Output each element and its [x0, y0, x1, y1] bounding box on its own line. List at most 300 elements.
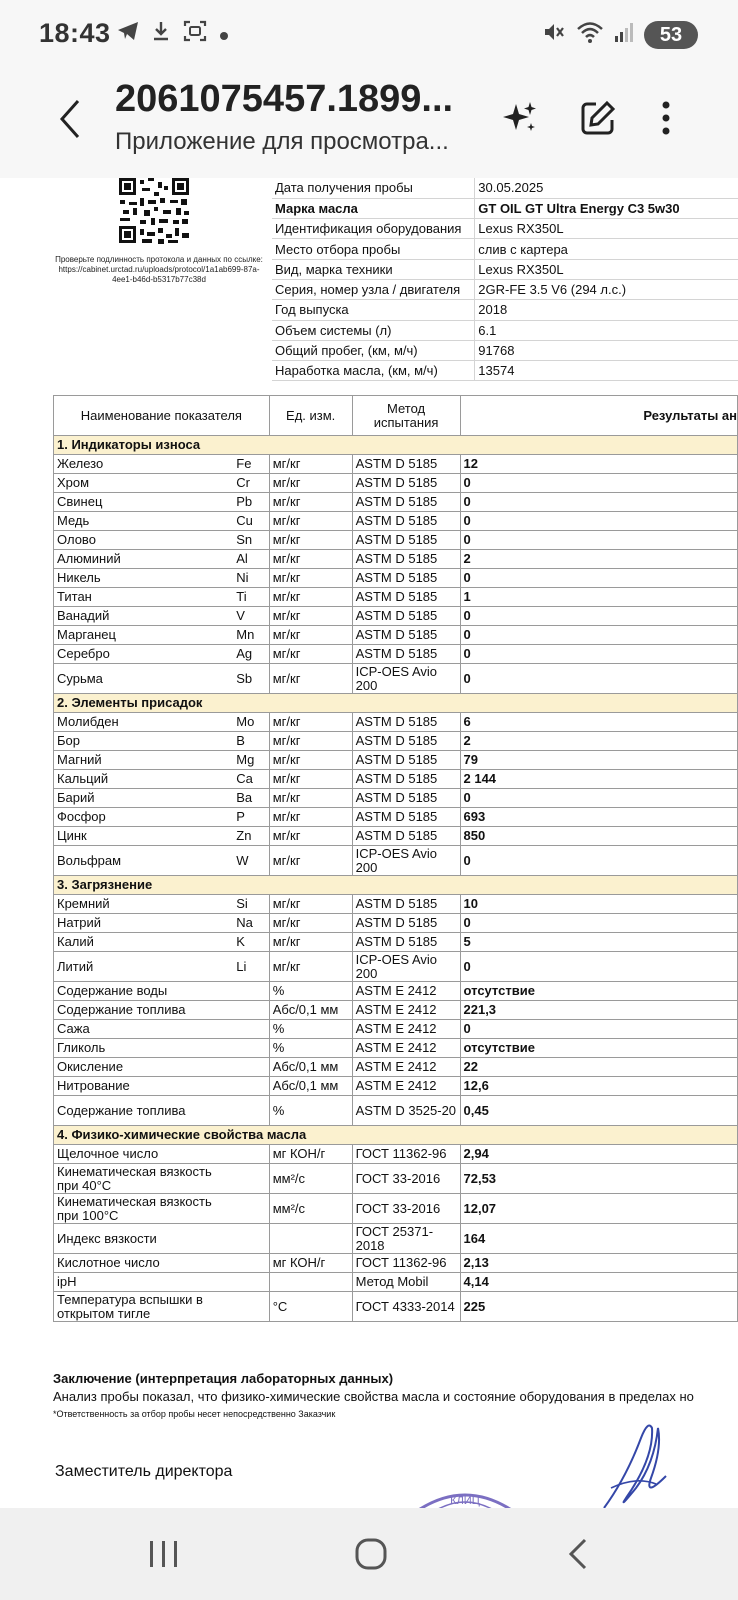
section-header-row — [54, 1126, 738, 1145]
method-cell: Метод Mobil — [352, 1273, 460, 1292]
info-value: 30.05.2025 — [475, 178, 738, 198]
element-symbol: Mn — [233, 626, 269, 645]
document-subtitle: Приложение для просмотра... — [115, 128, 449, 155]
table-row — [54, 808, 738, 827]
indicator-name: Медь — [54, 512, 234, 531]
indicator-name: Сажа — [54, 1020, 234, 1039]
result-value: 221,3 — [460, 1001, 738, 1020]
table-row — [54, 1096, 738, 1126]
wifi-icon — [576, 20, 604, 50]
info-key: Наработка масла, (км, м/ч) — [272, 361, 475, 381]
header-name: Наименование показателя — [54, 396, 270, 436]
info-row — [272, 361, 738, 381]
header-method: Метод испытания — [352, 396, 460, 436]
info-value: 2GR-FE 3.5 V6 (294 л.с.) — [475, 279, 738, 299]
unit-cell: мг/кг — [269, 895, 352, 914]
unit-cell — [269, 1273, 352, 1292]
result-value: отсутствие — [460, 982, 738, 1001]
section-title: 2. Элементы присадок — [54, 694, 738, 713]
section-header-row — [54, 436, 738, 455]
result-value: 6 — [460, 713, 738, 732]
element-symbol: Sb — [233, 664, 269, 694]
section-header-row — [54, 694, 738, 713]
element-symbol: Cu — [233, 512, 269, 531]
table-row — [54, 914, 738, 933]
method-cell: ASTM D 5185 — [352, 645, 460, 664]
method-cell: ASTM D 5185 — [352, 770, 460, 789]
result-value: 0 — [460, 1020, 738, 1039]
info-value: 91768 — [475, 340, 738, 360]
element-symbol: P — [233, 808, 269, 827]
responsibility-note: *Ответственность за отбор пробы несет непосредственно Заказчик — [53, 1409, 336, 1419]
result-value: 693 — [460, 808, 738, 827]
indicator-name: Кинематическая вязкость при 40°C — [54, 1164, 234, 1194]
section-title: 1. Индикаторы износа — [54, 436, 738, 455]
info-row — [272, 259, 738, 279]
indicator-name: Цинк — [54, 827, 234, 846]
element-symbol: Si — [233, 895, 269, 914]
method-cell: ASTM D 5185 — [352, 569, 460, 588]
element-symbol — [233, 1224, 269, 1254]
signer-title: Заместитель директора — [55, 1463, 233, 1480]
unit-cell: мг/кг — [269, 626, 352, 645]
unit-cell: мм²/с — [269, 1164, 352, 1194]
method-cell: ASTM D 5185 — [352, 550, 460, 569]
indicator-name: Титан — [54, 588, 234, 607]
method-cell: ASTM E 2412 — [352, 982, 460, 1001]
element-symbol — [233, 1077, 269, 1096]
result-value: 164 — [460, 1224, 738, 1254]
element-symbol: Mg — [233, 751, 269, 770]
method-cell: ASTM E 2412 — [352, 1058, 460, 1077]
element-symbol: Pb — [233, 493, 269, 512]
result-value: 0 — [460, 645, 738, 664]
section-title: 4. Физико-химические свойства масла — [54, 1126, 738, 1145]
method-cell: ГОСТ 4333-2014 — [352, 1292, 460, 1322]
edit-icon — [579, 99, 617, 137]
status-right-icons — [542, 20, 698, 50]
unit-cell: мг/кг — [269, 952, 352, 982]
indicator-name: Алюминий — [54, 550, 234, 569]
result-value: 850 — [460, 827, 738, 846]
indicator-name: Нитрование — [54, 1077, 234, 1096]
indicator-name: Кремний — [54, 895, 234, 914]
result-value: 10 — [460, 895, 738, 914]
method-cell: ASTM D 5185 — [352, 607, 460, 626]
conclusion-text: Анализ пробы показал, что физико-химические свойства масла и состояние оборудования в пределах но — [53, 1389, 694, 1404]
telegram-icon — [117, 21, 139, 47]
table-row — [54, 1001, 738, 1020]
table-row — [54, 770, 738, 789]
method-cell: ASTM D 5185 — [352, 493, 460, 512]
info-value: 2018 — [475, 300, 738, 320]
unit-cell: мг/кг — [269, 455, 352, 474]
result-value: 1 — [460, 588, 738, 607]
element-symbol: W — [233, 846, 269, 876]
table-row — [54, 732, 738, 751]
section-title: 3. Загрязнение — [54, 876, 738, 895]
more-options-button[interactable] — [642, 94, 690, 142]
indicator-name: Индекс вязкости — [54, 1224, 234, 1254]
table-header-row — [54, 396, 738, 436]
element-symbol: Zn — [233, 827, 269, 846]
result-value: 0 — [460, 846, 738, 876]
result-value: 0 — [460, 607, 738, 626]
result-value: 0 — [460, 789, 738, 808]
home-button[interactable] — [341, 1530, 401, 1578]
table-row — [54, 827, 738, 846]
table-row — [54, 588, 738, 607]
indicator-name: Содержание топлива — [54, 1001, 234, 1020]
table-row — [54, 1292, 738, 1322]
unit-cell: мг/кг — [269, 846, 352, 876]
table-row — [54, 713, 738, 732]
unit-cell: мг/кг — [269, 550, 352, 569]
sample-info-table — [272, 178, 738, 381]
chevron-left-icon — [58, 99, 82, 139]
result-value: 0 — [460, 664, 738, 694]
info-row — [272, 219, 738, 239]
unit-cell: мг/кг — [269, 474, 352, 493]
info-value: 13574 — [475, 361, 738, 381]
element-symbol — [233, 1020, 269, 1039]
result-value: 4,14 — [460, 1273, 738, 1292]
unit-cell: % — [269, 1096, 352, 1126]
unit-cell: °С — [269, 1292, 352, 1322]
dot-icon — [219, 21, 229, 47]
indicator-name: Олово — [54, 531, 234, 550]
indicator-name: Натрий — [54, 914, 234, 933]
indicator-name: Литий — [54, 952, 234, 982]
unit-cell: мг/кг — [269, 751, 352, 770]
method-cell: ICP-OES Avio 200 — [352, 664, 460, 694]
method-cell: ASTM D 5185 — [352, 474, 460, 493]
element-symbol: Ag — [233, 645, 269, 664]
indicator-name: Бор — [54, 732, 234, 751]
result-value: 22 — [460, 1058, 738, 1077]
element-symbol: Ba — [233, 789, 269, 808]
result-value: 5 — [460, 933, 738, 952]
status-bar — [0, 0, 738, 72]
more-vert-icon — [661, 100, 671, 136]
indicator-name: Щелочное число — [54, 1145, 234, 1164]
element-symbol: Na — [233, 914, 269, 933]
method-cell: ICP-OES Avio 200 — [352, 952, 460, 982]
info-key: Серия, номер узла / двигателя — [272, 279, 475, 299]
table-row — [54, 607, 738, 626]
unit-cell: Абс/0,1 мм — [269, 1001, 352, 1020]
unit-cell: Абс/0,1 мм — [269, 1058, 352, 1077]
result-value: 2 — [460, 732, 738, 751]
element-symbol — [233, 1164, 269, 1194]
table-row — [54, 982, 738, 1001]
table-row — [54, 664, 738, 694]
result-value: 0 — [460, 474, 738, 493]
element-symbol — [233, 1096, 269, 1126]
table-row — [54, 1194, 738, 1224]
element-symbol — [233, 1058, 269, 1077]
element-symbol — [233, 1254, 269, 1273]
edit-button[interactable] — [574, 94, 622, 142]
indicator-name: ipH — [54, 1273, 234, 1292]
element-symbol: Ca — [233, 770, 269, 789]
table-row — [54, 531, 738, 550]
table-row — [54, 952, 738, 982]
info-row — [272, 198, 738, 218]
table-row — [54, 1145, 738, 1164]
info-key: Дата получения пробы — [272, 178, 475, 198]
info-key: Объем системы (л) — [272, 320, 475, 340]
back-icon — [567, 1537, 589, 1571]
indicator-name: Магний — [54, 751, 234, 770]
table-row — [54, 569, 738, 588]
table-row — [54, 789, 738, 808]
element-symbol: Cr — [233, 474, 269, 493]
indicator-name: Хром — [54, 474, 234, 493]
status-time: 18:43 — [39, 18, 111, 48]
navigation-bar — [0, 1508, 738, 1600]
unit-cell: мг/кг — [269, 933, 352, 952]
unit-cell: мг/кг — [269, 531, 352, 550]
result-value: 2,94 — [460, 1145, 738, 1164]
table-row — [54, 1254, 738, 1273]
unit-cell: % — [269, 1020, 352, 1039]
unit-cell: Абс/0,1 мм — [269, 1077, 352, 1096]
table-row — [54, 846, 738, 876]
info-key: Идентификация оборудования — [272, 219, 475, 239]
nav-back-button[interactable] — [548, 1530, 608, 1578]
unit-cell: мг/кг — [269, 732, 352, 751]
unit-cell: % — [269, 1039, 352, 1058]
indicator-name: Никель — [54, 569, 234, 588]
table-row — [54, 1273, 738, 1292]
result-value: 79 — [460, 751, 738, 770]
table-row — [54, 1020, 738, 1039]
unit-cell: мг/кг — [269, 645, 352, 664]
table-row — [54, 933, 738, 952]
element-symbol — [233, 1039, 269, 1058]
method-cell: ГОСТ 11362-96 — [352, 1145, 460, 1164]
result-value: 12,07 — [460, 1194, 738, 1224]
method-cell: ASTM D 3525-20 — [352, 1096, 460, 1126]
info-value: Lexus RX350L — [475, 219, 738, 239]
indicator-name: Сурьма — [54, 664, 234, 694]
table-row — [54, 895, 738, 914]
result-value: 0 — [460, 952, 738, 982]
unit-cell: мг/кг — [269, 713, 352, 732]
method-cell: ASTM E 2412 — [352, 1020, 460, 1039]
unit-cell: мг/кг — [269, 808, 352, 827]
method-cell: ASTM D 5185 — [352, 588, 460, 607]
table-row — [54, 1039, 738, 1058]
section-header-row — [54, 876, 738, 895]
indicator-name: Кислотное число — [54, 1254, 234, 1273]
battery-indicator: 53 — [644, 21, 698, 49]
method-cell: ГОСТ 25371-2018 — [352, 1224, 460, 1254]
indicator-name: Барий — [54, 789, 234, 808]
unit-cell: % — [269, 982, 352, 1001]
info-key: Место отбора пробы — [272, 239, 475, 259]
table-row — [54, 1077, 738, 1096]
indicator-name: Содержание топлива — [54, 1096, 234, 1126]
result-value: 2 144 — [460, 770, 738, 789]
conclusion-title: Заключение (интерпретация лабораторных данных) — [53, 1371, 394, 1386]
unit-cell: мг/кг — [269, 770, 352, 789]
info-key: Вид, марка техники — [272, 259, 475, 279]
method-cell: ASTM D 5185 — [352, 933, 460, 952]
element-symbol: Ni — [233, 569, 269, 588]
unit-cell: мг/кг — [269, 607, 352, 626]
table-row — [54, 1224, 738, 1254]
unit-cell: мг/кг — [269, 569, 352, 588]
unit-cell: мг КОН/г — [269, 1145, 352, 1164]
result-value: 0 — [460, 493, 738, 512]
method-cell: ASTM E 2412 — [352, 1001, 460, 1020]
indicator-name: Свинец — [54, 493, 234, 512]
element-symbol — [233, 1145, 269, 1164]
result-value: 225 — [460, 1292, 738, 1322]
indicator-name: Гликоль — [54, 1039, 234, 1058]
method-cell: ASTM E 2412 — [352, 1039, 460, 1058]
indicator-name: Фосфор — [54, 808, 234, 827]
recent-apps-button[interactable] — [134, 1530, 194, 1578]
mute-icon — [542, 20, 566, 50]
signal-icon — [614, 21, 634, 49]
table-row — [54, 751, 738, 770]
method-cell: ASTM D 5185 — [352, 808, 460, 827]
method-cell: ASTM D 5185 — [352, 751, 460, 770]
indicator-name: Марганец — [54, 626, 234, 645]
result-value: 72,53 — [460, 1164, 738, 1194]
element-symbol — [233, 982, 269, 1001]
method-cell: ASTM D 5185 — [352, 914, 460, 933]
method-cell: ASTM E 2412 — [352, 1077, 460, 1096]
unit-cell: мг/кг — [269, 512, 352, 531]
method-cell: ICP-OES Avio 200 — [352, 846, 460, 876]
back-button[interactable] — [50, 94, 90, 144]
indicator-name: Калий — [54, 933, 234, 952]
info-value: GT OIL GT Ultra Energy C3 5w30 — [475, 198, 738, 218]
header-result: Результаты ан — [460, 396, 738, 436]
table-row — [54, 1058, 738, 1077]
result-value: отсутствие — [460, 1039, 738, 1058]
unit-cell: мг/кг — [269, 493, 352, 512]
info-row — [272, 300, 738, 320]
info-row — [272, 320, 738, 340]
method-cell: ASTM D 5185 — [352, 512, 460, 531]
unit-cell: мм²/с — [269, 1194, 352, 1224]
recent-apps-icon — [148, 1539, 180, 1569]
qr-code-icon — [118, 178, 190, 244]
method-cell: ГОСТ 11362-96 — [352, 1254, 460, 1273]
element-symbol: B — [233, 732, 269, 751]
signature-icon — [596, 1418, 676, 1508]
indicator-name: Содержание воды — [54, 982, 234, 1001]
element-symbol: Sn — [233, 531, 269, 550]
verify-link-text[interactable]: Проверьте подлинность протокола и данных по ссылке: https://cabinet.urctad.ru/uploads/protocol/1a1ab699-87a-4ee1-b46d-b5317b77c38d — [55, 255, 263, 284]
table-row — [54, 645, 738, 664]
info-key: Марка масла — [272, 198, 475, 218]
info-value: слив с картера — [475, 239, 738, 259]
indicator-name: Температура вспышки в открытом тигле — [54, 1292, 234, 1322]
info-row — [272, 239, 738, 259]
info-key: Год выпуска — [272, 300, 475, 320]
indicator-name: Железо — [54, 455, 234, 474]
info-row — [272, 340, 738, 360]
method-cell: ASTM D 5185 — [352, 626, 460, 645]
unit-cell: мг/кг — [269, 914, 352, 933]
table-row — [54, 1164, 738, 1194]
indicator-name: Серебро — [54, 645, 234, 664]
indicator-name: Кальций — [54, 770, 234, 789]
results-table — [53, 395, 738, 1322]
screenshot-icon — [183, 20, 207, 48]
indicator-name: Кинематическая вязкость при 100°C — [54, 1194, 234, 1224]
element-symbol: Ti — [233, 588, 269, 607]
element-symbol — [233, 1292, 269, 1322]
indicator-name: Молибден — [54, 713, 234, 732]
method-cell: ASTM D 5185 — [352, 789, 460, 808]
element-symbol — [233, 1273, 269, 1292]
stamp-icon — [400, 1480, 530, 1508]
unit-cell: мг/кг — [269, 827, 352, 846]
unit-cell: мг КОН/г — [269, 1254, 352, 1273]
app-bar — [0, 72, 738, 178]
info-key: Общий пробег, (км, м/ч) — [272, 340, 475, 360]
indicator-name: Вольфрам — [54, 846, 234, 876]
sparkle-ai-icon — [500, 98, 540, 138]
element-symbol: Mo — [233, 713, 269, 732]
unit-cell: мг/кг — [269, 664, 352, 694]
status-left-icons — [117, 20, 229, 48]
method-cell: ASTM D 5185 — [352, 895, 460, 914]
download-icon — [151, 20, 171, 48]
element-symbol — [233, 1194, 269, 1224]
result-value: 0 — [460, 569, 738, 588]
table-row — [54, 550, 738, 569]
info-value: 6.1 — [475, 320, 738, 340]
element-symbol: K — [233, 933, 269, 952]
result-value: 2,13 — [460, 1254, 738, 1273]
table-row — [54, 455, 738, 474]
indicator-name: Ванадий — [54, 607, 234, 626]
method-cell: ASTM D 5185 — [352, 531, 460, 550]
method-cell: ASTM D 5185 — [352, 827, 460, 846]
indicator-name: Окисление — [54, 1058, 234, 1077]
table-row — [54, 626, 738, 645]
result-value: 0,45 — [460, 1096, 738, 1126]
method-cell: ASTM D 5185 — [352, 455, 460, 474]
element-symbol — [233, 1001, 269, 1020]
method-cell: ГОСТ 33-2016 — [352, 1164, 460, 1194]
table-row — [54, 493, 738, 512]
element-symbol: V — [233, 607, 269, 626]
method-cell: ASTM D 5185 — [352, 732, 460, 751]
home-icon — [354, 1537, 388, 1571]
table-row — [54, 512, 738, 531]
info-row — [272, 279, 738, 299]
info-value: Lexus RX350L — [475, 259, 738, 279]
element-symbol: Al — [233, 550, 269, 569]
ai-assist-button[interactable] — [496, 94, 544, 142]
result-value: 0 — [460, 512, 738, 531]
method-cell: ASTM D 5185 — [352, 713, 460, 732]
result-value: 0 — [460, 626, 738, 645]
method-cell: ГОСТ 33-2016 — [352, 1194, 460, 1224]
document-page[interactable] — [0, 178, 738, 1508]
table-row — [54, 474, 738, 493]
result-value: 12 — [460, 455, 738, 474]
